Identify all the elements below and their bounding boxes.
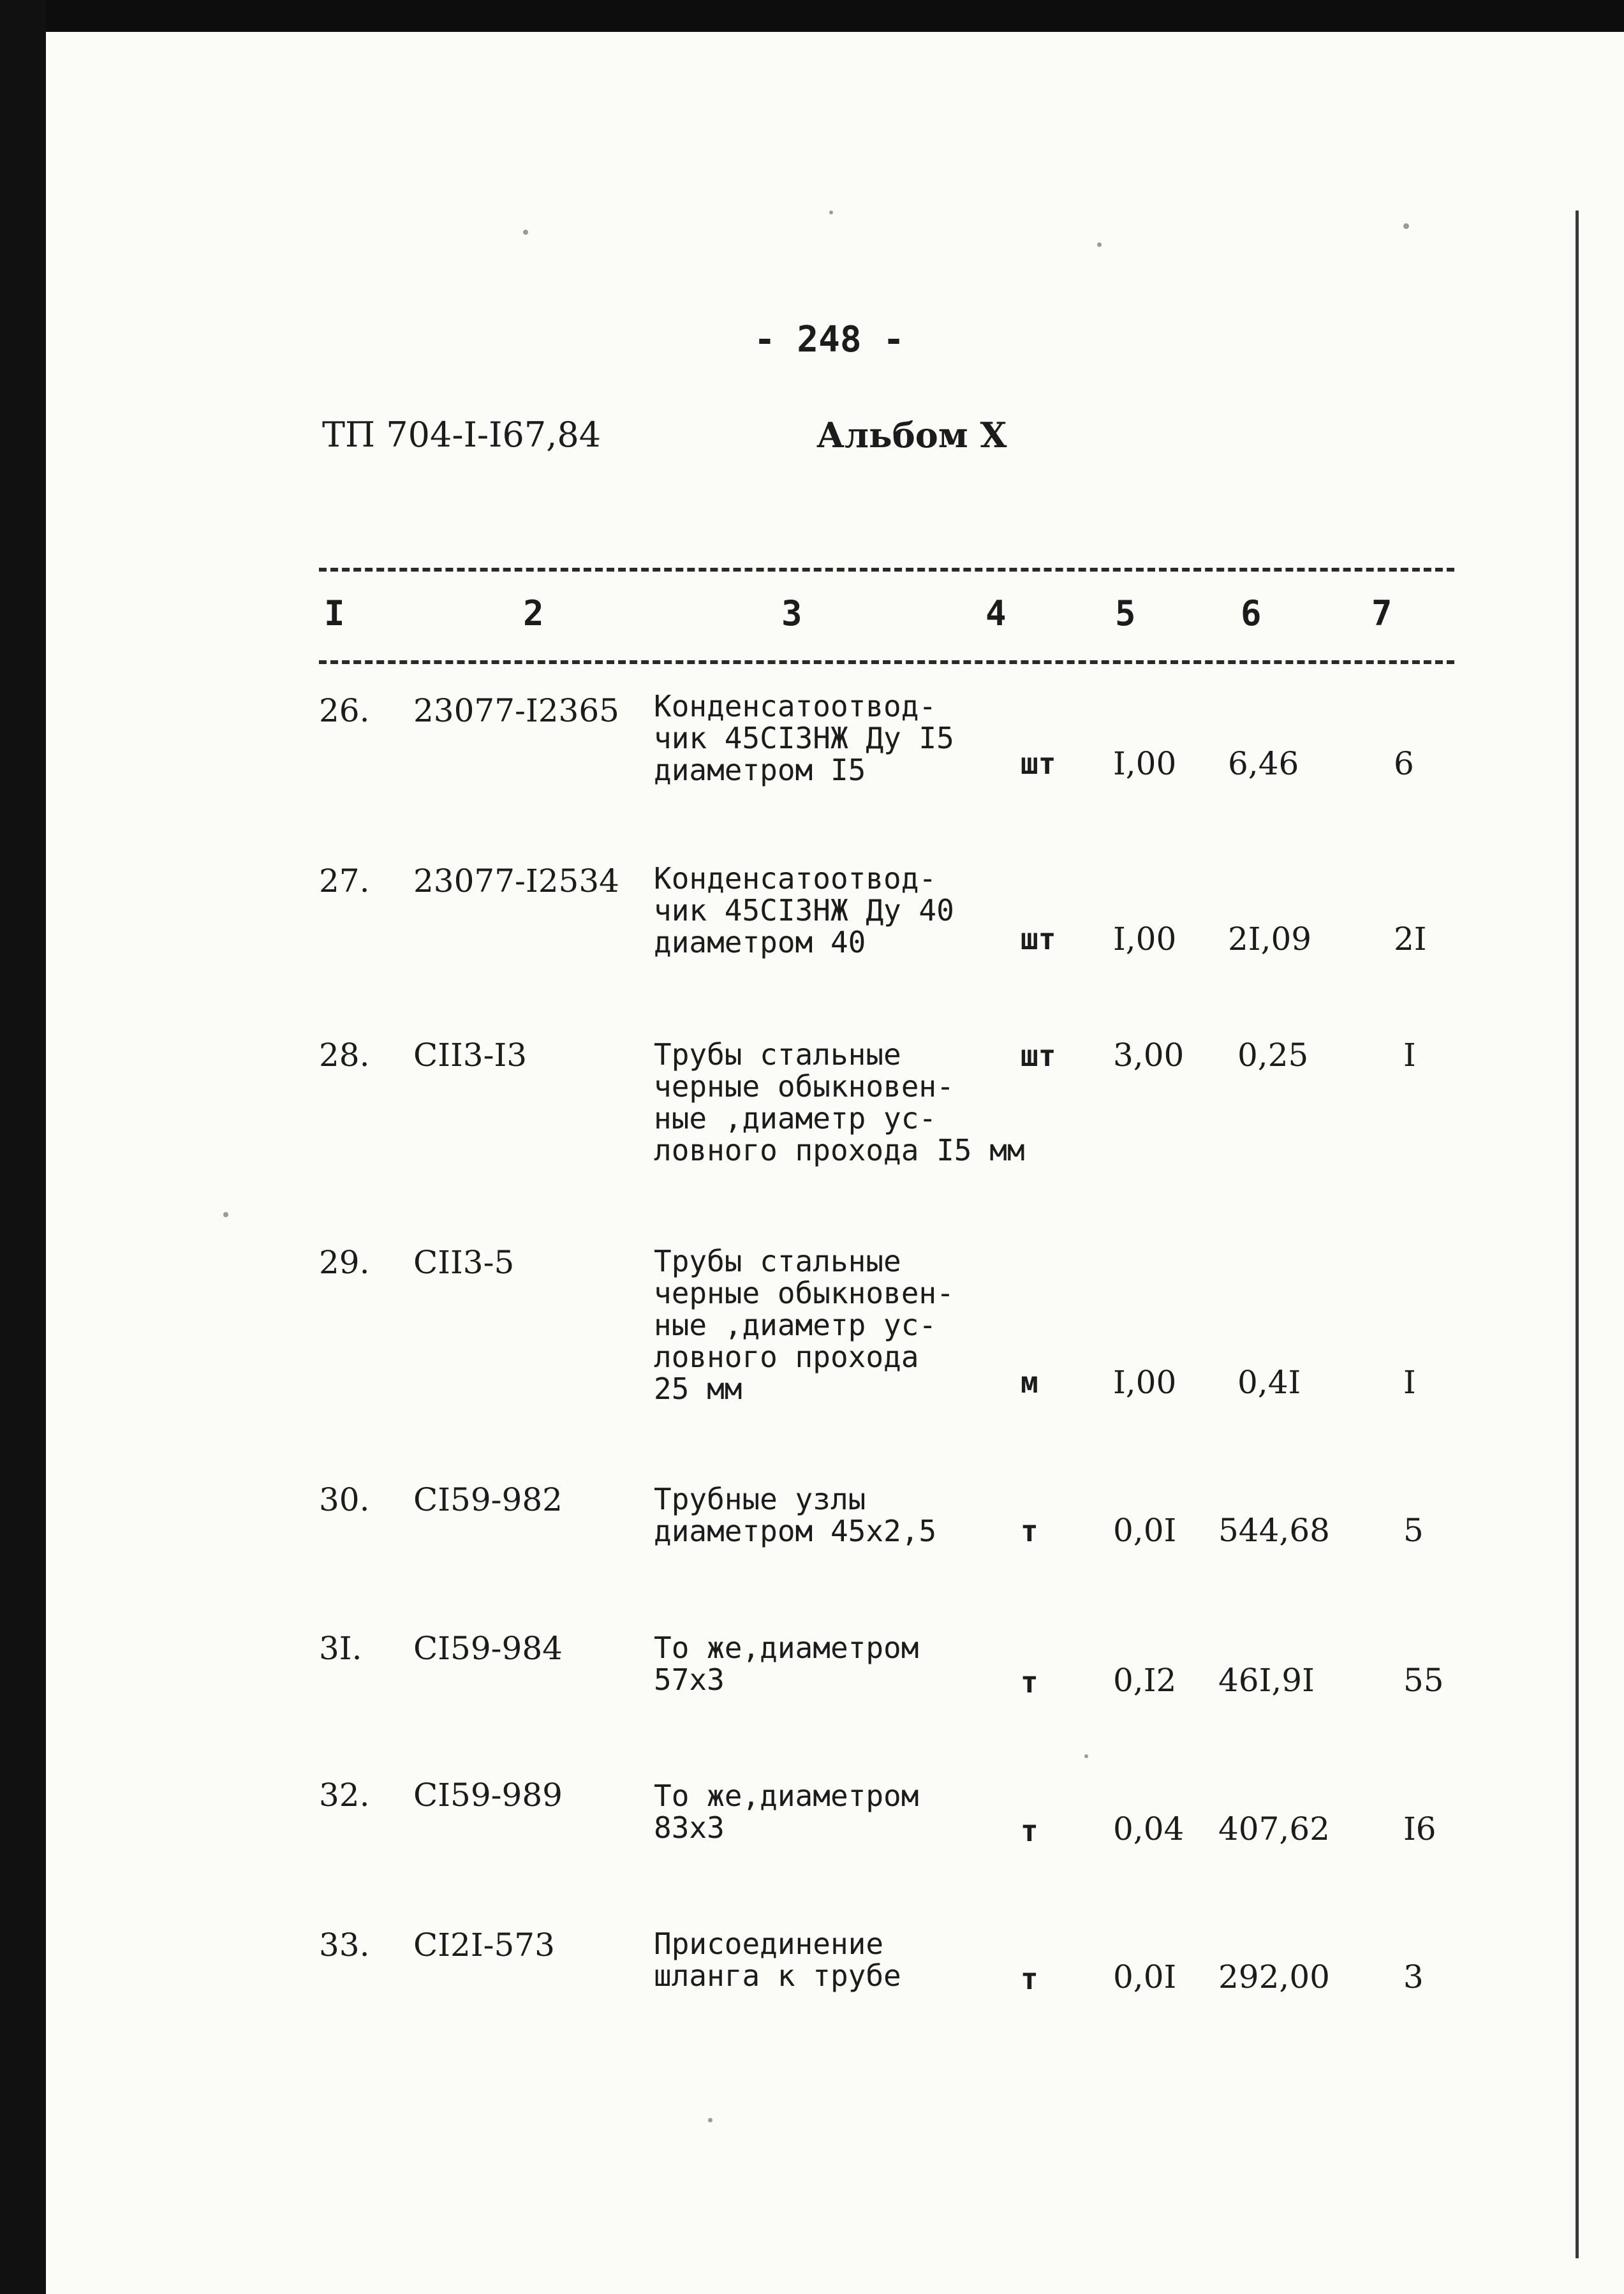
item-unit: шт — [1021, 1039, 1056, 1073]
item-total: 2I — [1394, 921, 1427, 958]
row-number: 27. — [319, 862, 370, 899]
item-quantity: 3,00 — [1113, 1037, 1185, 1074]
scan-speck — [1403, 223, 1409, 229]
item-total: 55 — [1403, 1662, 1444, 1699]
album-title: Альбом X — [816, 415, 1007, 455]
item-code: 23077-I2365 — [413, 692, 619, 729]
page-edge-line — [1576, 211, 1579, 2258]
scan-speck — [708, 2118, 712, 2122]
item-quantity: I,00 — [1113, 921, 1177, 958]
item-unit: т — [1021, 1665, 1038, 1699]
item-total: I — [1403, 1364, 1416, 1401]
item-quantity: 0,04 — [1113, 1810, 1185, 1847]
item-price: 2I,09 — [1228, 921, 1312, 958]
column-header-1: I — [324, 593, 345, 633]
column-header-5: 5 — [1115, 593, 1136, 633]
item-quantity: 0,0I — [1113, 1512, 1177, 1549]
item-unit: т — [1021, 1962, 1038, 1996]
item-code: СI59-989 — [413, 1777, 563, 1814]
item-description: Конденсатоотвод- чик 45СI3НЖ Ду I5 диаметром I5 — [654, 689, 954, 787]
column-header-7: 7 — [1371, 593, 1392, 633]
row-number: 32. — [319, 1777, 370, 1814]
item-unit: м — [1021, 1365, 1038, 1400]
scan-speck — [1097, 242, 1102, 247]
item-code: СI59-984 — [413, 1630, 563, 1667]
item-unit: шт — [1021, 922, 1056, 956]
row-number: 33. — [319, 1927, 370, 1964]
scan-speck — [829, 211, 833, 214]
item-unit: т — [1021, 1814, 1038, 1848]
scan-speck — [523, 230, 528, 235]
item-description: То же,диаметром 83х3 — [654, 1779, 919, 1845]
item-code: СI2I-573 — [413, 1927, 555, 1964]
item-price: 0,4I — [1237, 1364, 1301, 1401]
scan-speck — [223, 1212, 228, 1217]
scan-speck — [1084, 1754, 1088, 1758]
row-number: 30. — [319, 1481, 370, 1518]
column-header-2: 2 — [523, 593, 544, 633]
item-code: СII3-5 — [413, 1244, 515, 1281]
column-header-3: 3 — [781, 593, 802, 633]
table-rule-header — [319, 660, 1454, 664]
page-number: - 248 - — [753, 319, 904, 360]
item-code: 23077-I2534 — [413, 862, 619, 899]
item-description: Конденсатоотвод- чик 45СI3НЖ Ду 40 диаметром 40 — [654, 861, 954, 959]
item-total: 3 — [1403, 1958, 1424, 1995]
scan-border-top — [0, 0, 1624, 32]
item-price: 292,00 — [1218, 1958, 1330, 1995]
column-header-4: 4 — [985, 593, 1007, 633]
item-description: Трубы стальные черные обыкновен- ные ,диаметр ус- ловного прохода I5 мм — [654, 1037, 1025, 1167]
item-unit: т — [1021, 1514, 1038, 1548]
item-description: Трубы стальные черные обыкновен- ные ,диаметр ус- ловного прохода 25 мм — [654, 1244, 954, 1406]
row-number: 28. — [319, 1037, 370, 1074]
item-total: 5 — [1403, 1512, 1424, 1549]
item-price: 46I,9I — [1218, 1662, 1315, 1699]
table-rule-top — [319, 568, 1454, 572]
scan-border-left — [0, 0, 46, 2294]
item-code: СII3-I3 — [413, 1037, 528, 1074]
item-description: То же,диаметром 57х3 — [654, 1631, 919, 1697]
item-quantity: I,00 — [1113, 745, 1177, 782]
item-description: Трубные узлы диаметром 45х2,5 — [654, 1482, 937, 1548]
item-price: 6,46 — [1228, 745, 1299, 782]
document-code: ТП 704-I-I67,84 — [322, 415, 602, 455]
item-price: 544,68 — [1218, 1512, 1330, 1549]
item-total: I6 — [1403, 1810, 1436, 1847]
item-quantity: 0,I2 — [1113, 1662, 1177, 1699]
item-description: Присоединение шланга к трубе — [654, 1927, 901, 1993]
row-number: 3I. — [319, 1630, 362, 1667]
item-price: 407,62 — [1218, 1810, 1330, 1847]
item-unit: шт — [1021, 746, 1056, 781]
row-number: 29. — [319, 1244, 370, 1281]
column-header-6: 6 — [1241, 593, 1262, 633]
item-total: I — [1403, 1037, 1416, 1074]
item-total: 6 — [1394, 745, 1414, 782]
item-code: СI59-982 — [413, 1481, 563, 1518]
item-price: 0,25 — [1237, 1037, 1309, 1074]
row-number: 26. — [319, 692, 370, 729]
item-quantity: I,00 — [1113, 1364, 1177, 1401]
item-quantity: 0,0I — [1113, 1958, 1177, 1995]
